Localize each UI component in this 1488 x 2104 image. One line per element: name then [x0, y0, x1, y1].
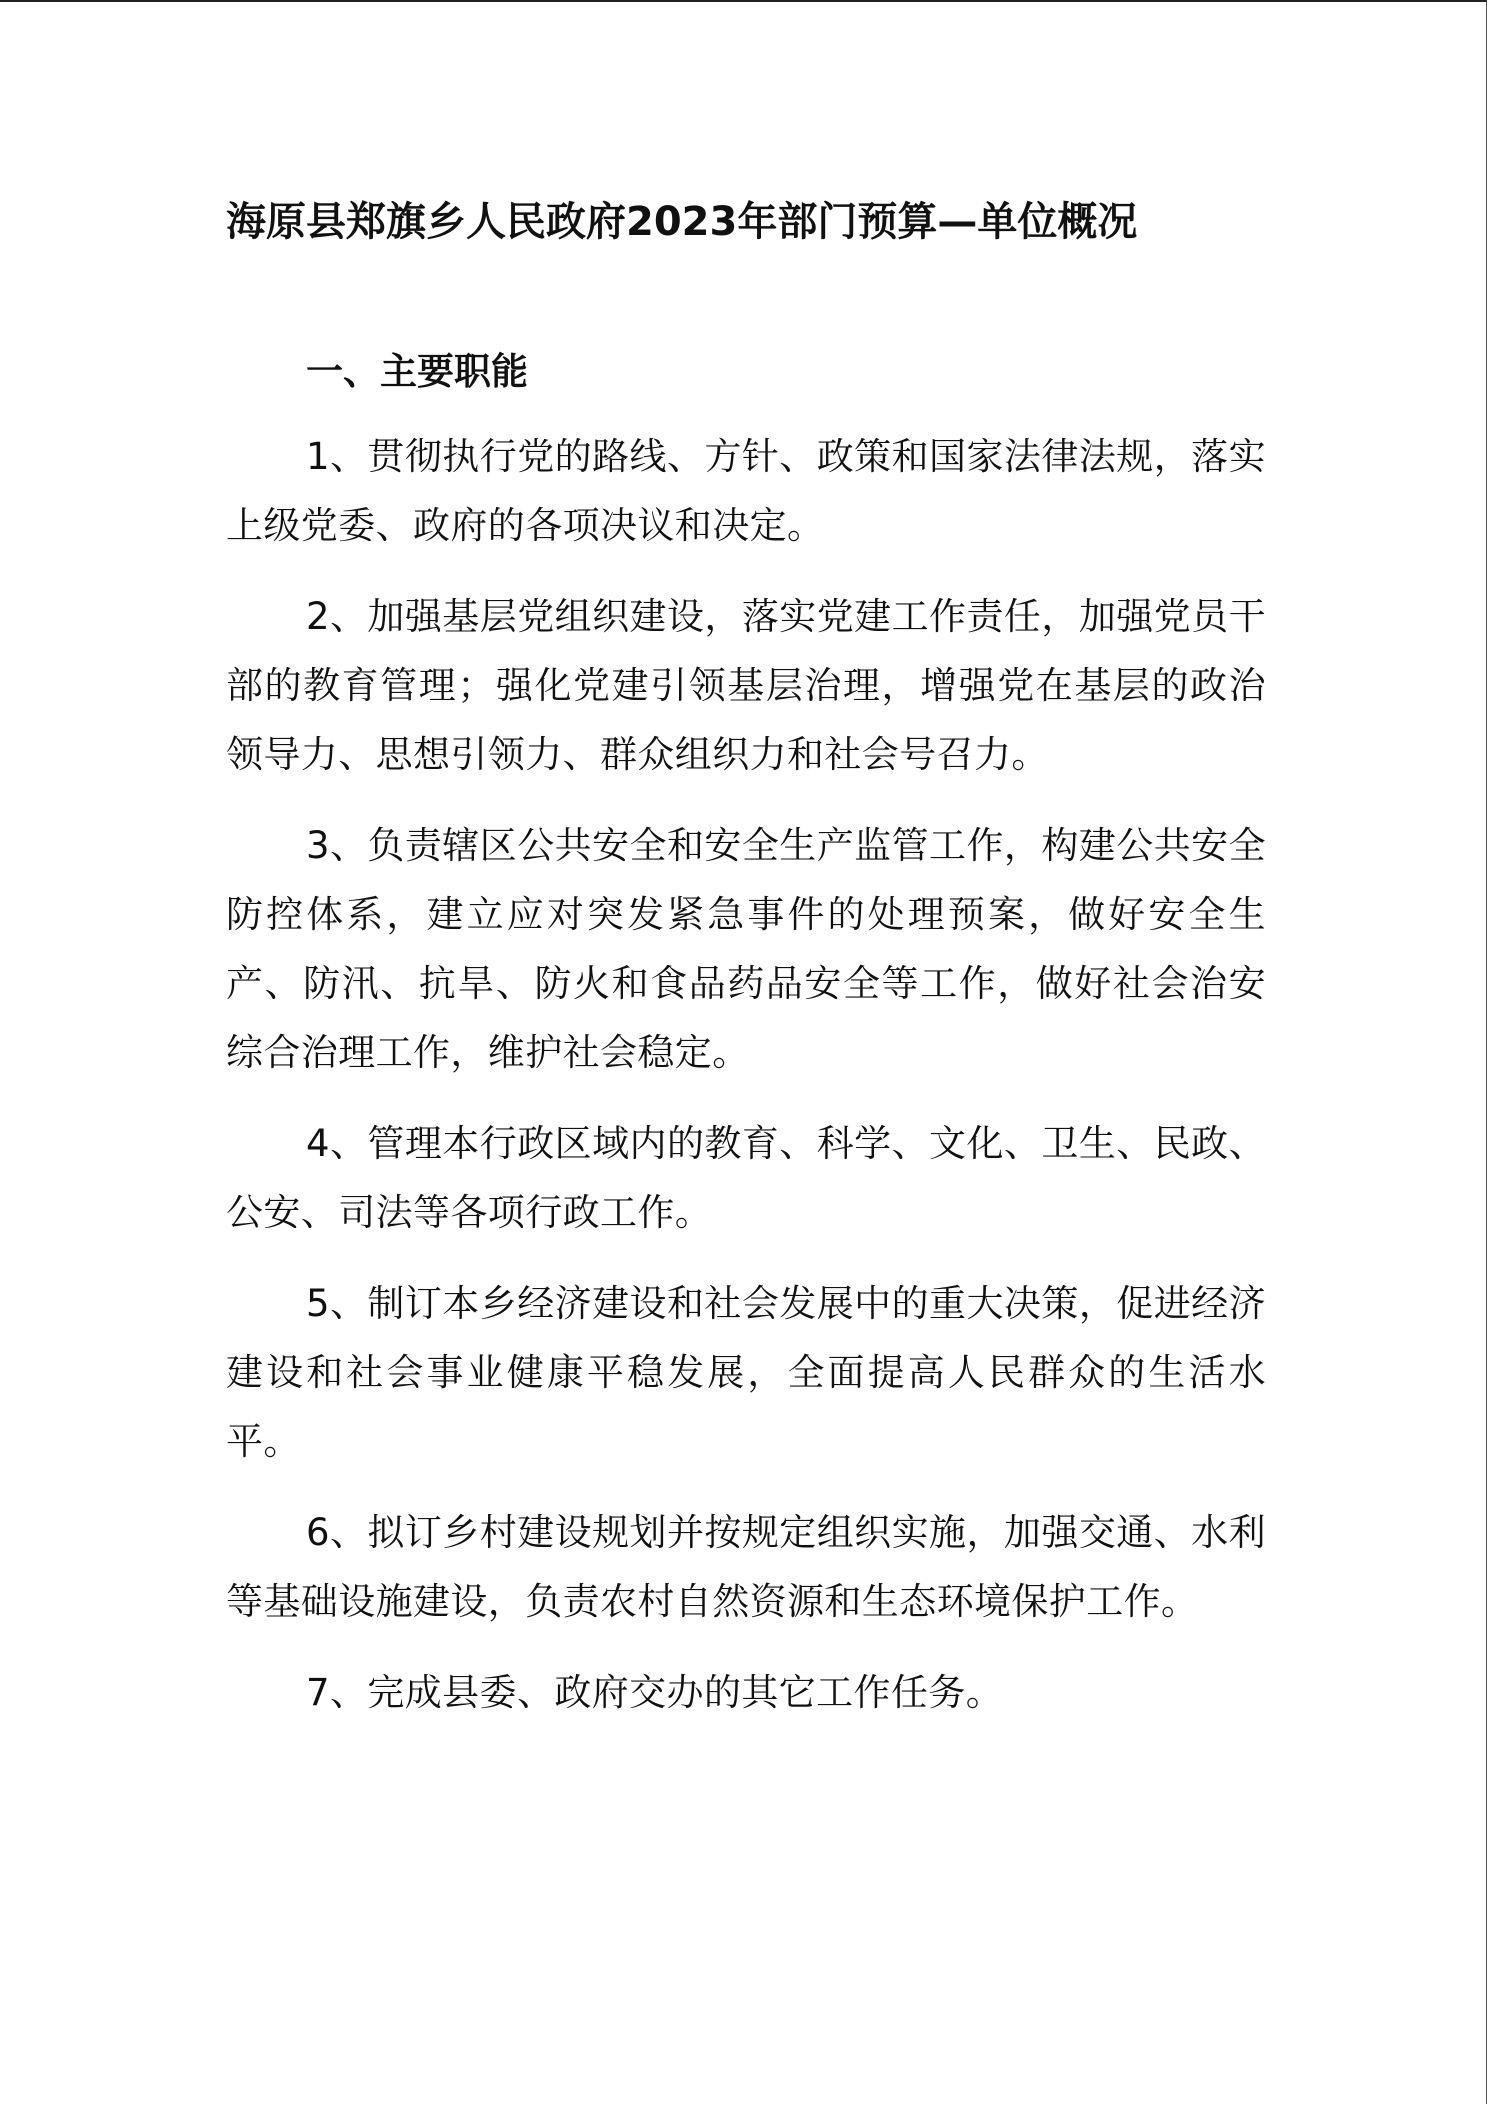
document-body [226, 192, 1266, 1727]
document-title: 海原县郑旗乡人民政府2023年部门预算—单位概况 [226, 199, 1138, 245]
paragraph-5: 5、制订本乡经济建设和社会发展中的重大决策，促进经济建设和社会事业健康平稳发展，全面提高人民群众的生活水平。 [226, 1282, 1266, 1463]
section-heading: 一、主要职能 [306, 350, 528, 393]
paragraph-6: 6、拟订乡村建设规划并按规定组织实施，加强交通、水利等基础设施建设，负责农村自然资源和生态环境保护工作。 [226, 1511, 1266, 1623]
paragraph-3: 3、负责辖区公共安全和安全生产监管工作，构建公共安全防控体系，建立应对突发紧急事件的处理预案，做好安全生产、防汛、抗旱、防火和食品药品安全等工作，做好社会治安综合治理工作，维护社会稳定。 [226, 824, 1266, 1074]
paragraph-1: 1、贯彻执行党的路线、方针、政策和国家法律法规，落实上级党委、政府的各项决议和决定。 [226, 435, 1266, 547]
paragraph-7: 7、完成县委、政府交办的其它工作任务。 [306, 1671, 1004, 1714]
paragraph-2: 2、加强基层党组织建设，落实党建工作责任，加强党员干部的教育管理；强化党建引领基层治理，增强党在基层的政治领导力、思想引领力、群众组织力和社会号召力。 [226, 595, 1266, 776]
paragraph-4: 4、管理本行政区域内的教育、科学、文化、卫生、民政、公安、司法等各项行政工作。 [226, 1122, 1266, 1234]
